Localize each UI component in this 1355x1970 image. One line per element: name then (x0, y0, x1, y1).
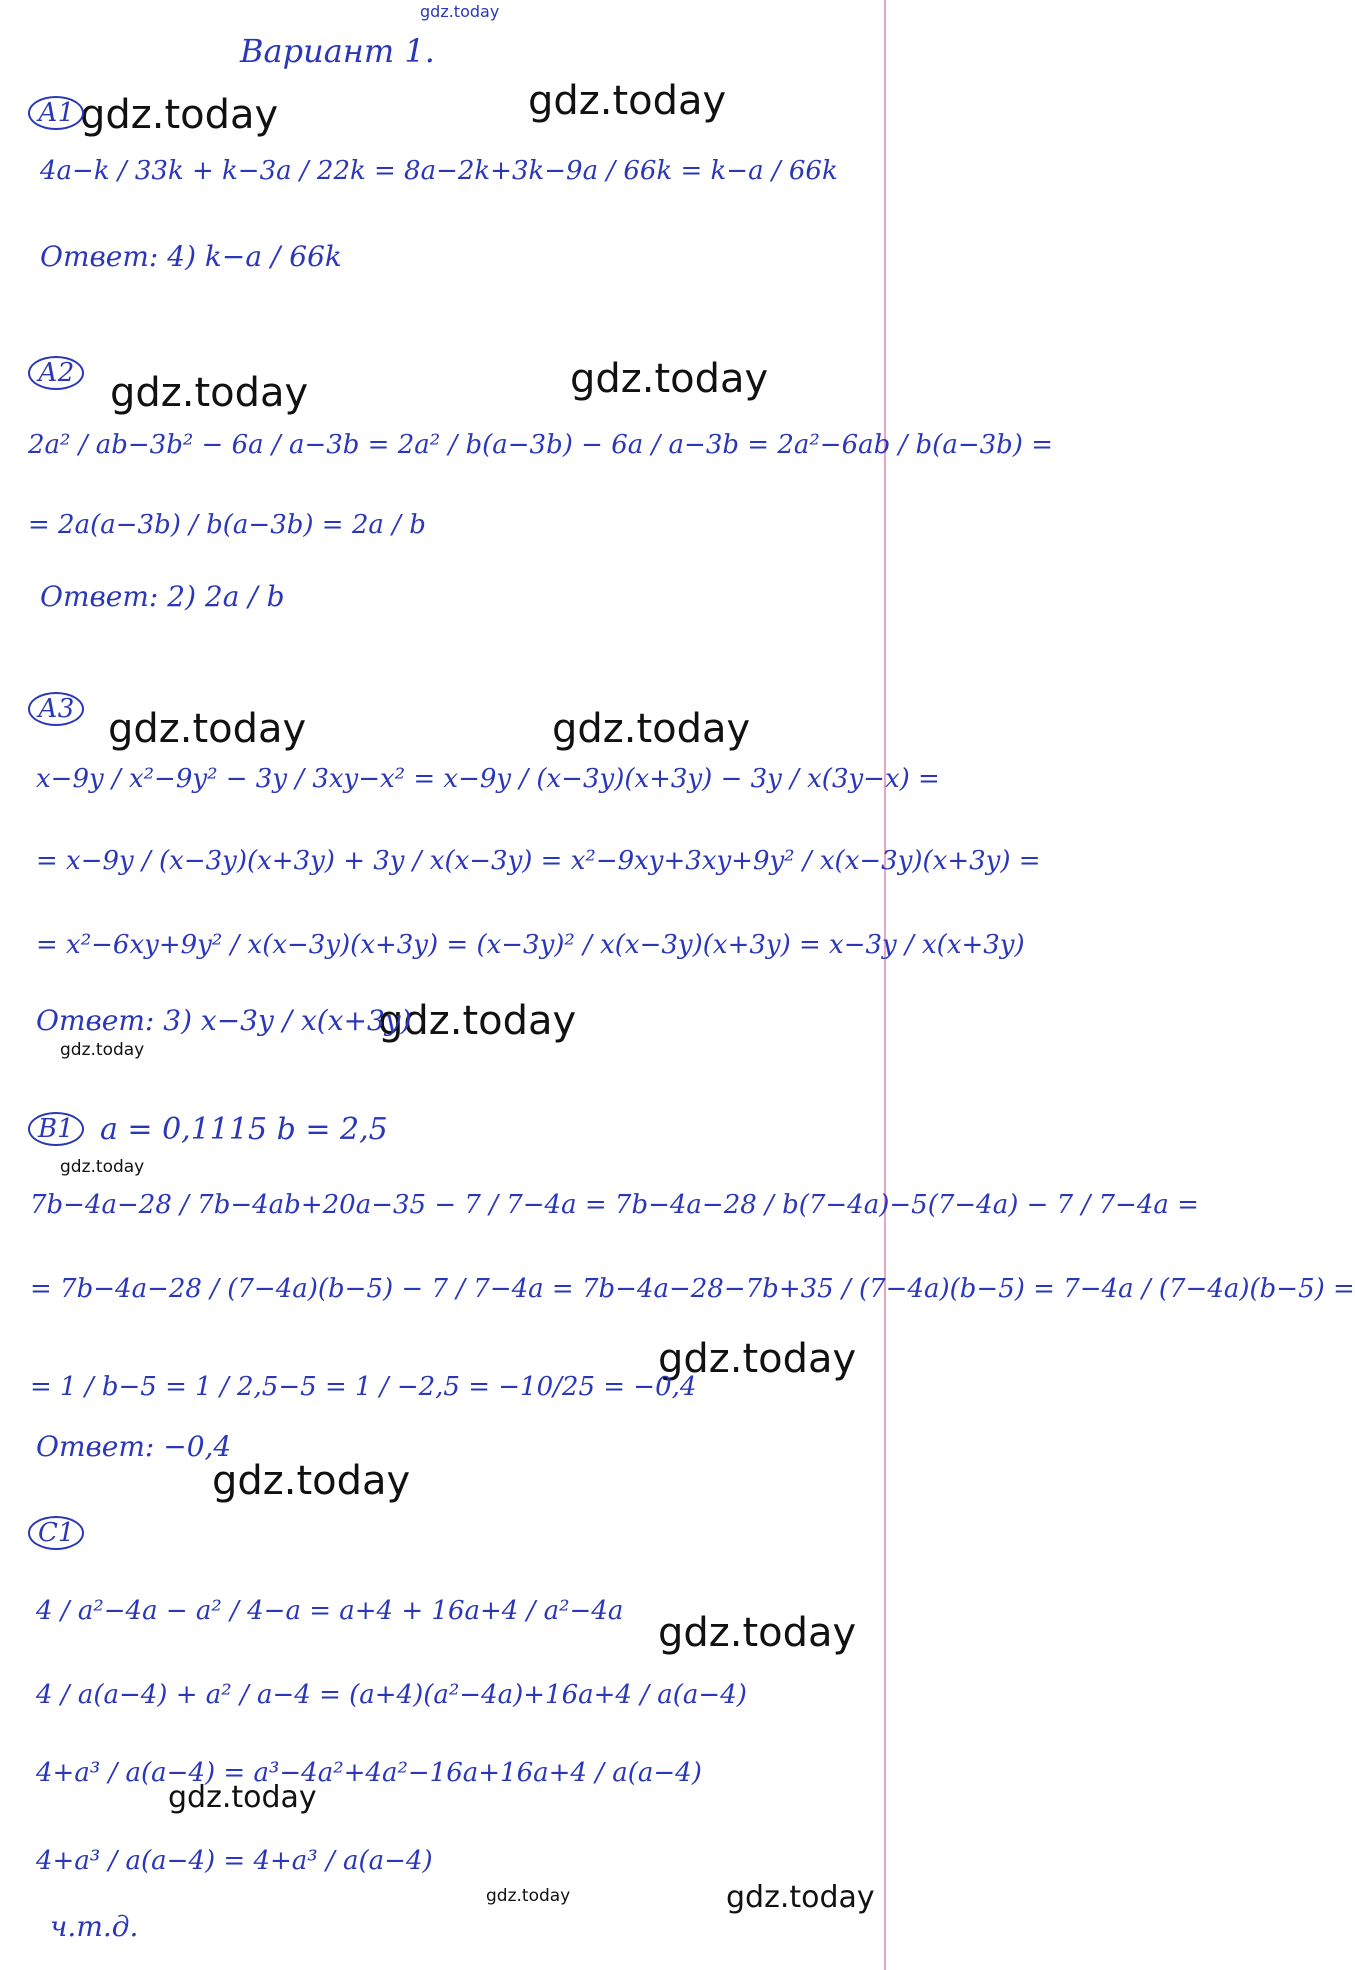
watermark: gdz.today (552, 706, 751, 752)
watermark: gdz.today (528, 78, 727, 124)
a2-line-1: 2a² / ab−3b² − 6a / a−3b = 2a² / b(a−3b) − 6a / a−3b = 2a²−6ab / b(a−3b) = (28, 430, 1053, 460)
watermark: gdz.today (212, 1458, 411, 1504)
watermark-top: gdz.today (420, 2, 500, 21)
task-label-a3: А3 (28, 692, 84, 726)
b1-answer: Ответ: −0,4 (36, 1430, 232, 1463)
c1-answer: ч.т.д. (50, 1910, 139, 1943)
task-label-c1: С1 (28, 1516, 84, 1550)
task-label-a1: А1 (28, 96, 84, 130)
watermark: gdz.today (570, 356, 769, 402)
a1-answer: Ответ: 4) k−a / 66k (40, 240, 342, 273)
watermark: gdz.today (80, 92, 279, 138)
c1-line-3: 4+a³ / a(a−4) = a³−4a²+4a²−16a+16a+4 / a(a−4) (36, 1758, 702, 1788)
watermark: gdz.today (726, 1880, 875, 1915)
c1-line-1: 4 / a²−4a − a² / 4−a = a+4 + 16a+4 / a²−4a (36, 1596, 624, 1626)
a3-line-3: = x²−6xy+9y² / x(x−3y)(x+3y) = (x−3y)² / x(x−3y)(x+3y) = x−3y / x(x+3y) (36, 930, 1025, 960)
b1-line-3: = 1 / b−5 = 1 / 2,5−5 = 1 / −2,5 = −10/25 = −0,4 (30, 1372, 697, 1402)
watermark: gdz.today (658, 1610, 857, 1656)
watermark: gdz.today (378, 998, 577, 1044)
a2-answer: Ответ: 2) 2a / b (40, 580, 285, 613)
page-title: Вариант 1. (240, 32, 435, 70)
page-margin-line (884, 0, 886, 1970)
c1-line-4: 4+a³ / a(a−4) = 4+a³ / a(a−4) (36, 1846, 433, 1876)
watermark: gdz.today (108, 706, 307, 752)
watermark-small: gdz.today (60, 1157, 145, 1177)
task-label-b1: В1 (28, 1112, 84, 1146)
watermark-small: gdz.today (60, 1040, 145, 1060)
task-label-a2: А2 (28, 356, 84, 390)
b1-line-2: = 7b−4a−28 / (7−4a)(b−5) − 7 / 7−4a = 7b−4a−28−7b+35 / (7−4a)(b−5) = 7−4a / (7−4a)(b−5) = (30, 1274, 1355, 1304)
a3-line-2: = x−9y / (x−3y)(x+3y) + 3y / x(x−3y) = x²−9xy+3xy+9y² / x(x−3y)(x+3y) = (36, 846, 1041, 876)
watermark: gdz.today (658, 1336, 857, 1382)
a1-line-1: 4a−k / 33k + k−3a / 22k = 8a−2k+3k−9a / 66k = k−a / 66k (40, 156, 838, 186)
watermark: gdz.today (168, 1780, 317, 1815)
watermark: gdz.today (110, 370, 309, 416)
a3-answer: Ответ: 3) x−3y / x(x+3y) (36, 1004, 412, 1037)
a3-line-1: x−9y / x²−9y² − 3y / 3xy−x² = x−9y / (x−3y)(x+3y) − 3y / x(3y−x) = (36, 764, 940, 794)
watermark-small: gdz.today (486, 1886, 571, 1906)
a2-line-2: = 2a(a−3b) / b(a−3b) = 2a / b (28, 510, 426, 540)
b1-line-1: 7b−4a−28 / 7b−4ab+20a−35 − 7 / 7−4a = 7b−4a−28 / b(7−4a)−5(7−4a) − 7 / 7−4a = (30, 1190, 1199, 1220)
c1-line-2: 4 / a(a−4) + a² / a−4 = (a+4)(a²−4a)+16a+4 / a(a−4) (36, 1680, 747, 1710)
b1-given: a = 0,1115 b = 2,5 (100, 1112, 388, 1147)
